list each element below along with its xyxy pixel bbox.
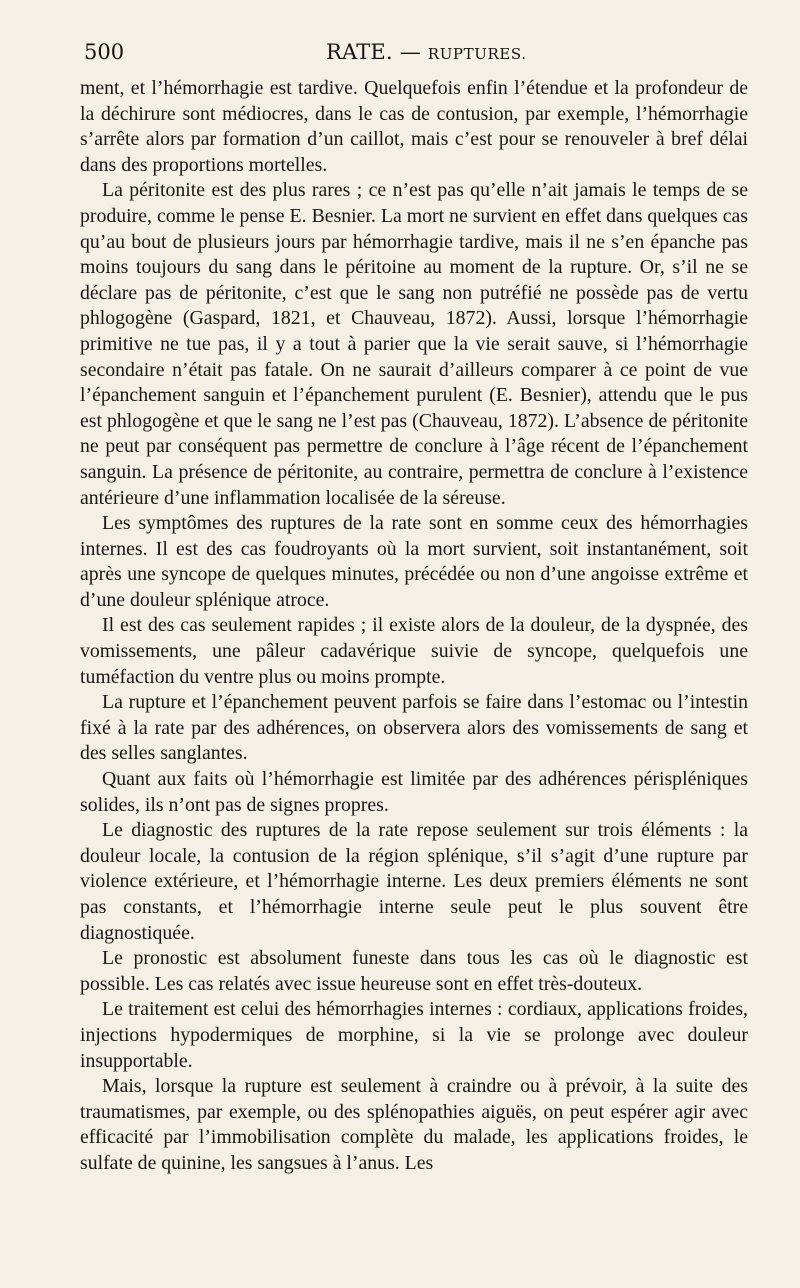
running-title-separator: — <box>392 40 428 64</box>
running-title-main: RATE. <box>326 40 393 64</box>
paragraph-continuation: ment, et l’hémorrhagie est tardive. Quelquefois enfin l’étendue et la profondeur de la déchirure sont médiocres, dans le cas de contusion, par exemple, l’hémorrhagie s’arrête alors par formation d’un caillot, mais c’est pour se renouveler à bref délai dans des proportions mortelles. <box>80 77 748 176</box>
page-number: 500 <box>84 40 125 64</box>
paragraph-diagnostic: Le diagnostic des ruptures de la rate repose seulement sur trois éléments : la douleur locale, la contusion de la région splénique, s’il s’agit d’une rupture par violence extérieure, et l’hémorrhagie interne. Les deux premiers éléments ne sont pas constants, et l’hémorrhagie interne seule peut le plus souvent être diagnostiquée. <box>80 819 748 944</box>
paragraph-cas-rapides: Il est des cas seulement rapides ; il existe alors de la douleur, de la dyspnée, des vomissements, une pâleur cadavérique suivie de syncope, quelquefois une tuméfaction du ventre plus ou moins prompte. <box>80 614 748 688</box>
paragraph-prevention: Mais, lorsque la rupture est seulement à craindre ou à prévoir, à la suite des traumatismes, par exemple, ou des splénopathies aiguës, on peut espérer agir avec efficacité par l’immobilisation complète du malade, les applications froides, le sulfate de quinine, les sangsues à l’anus. Les <box>80 1075 748 1174</box>
paragraph-adherences: Quant aux faits où l’hémorrhagie est limitée par des adhérences périspléniques solides, ils n’ont pas de signes propres. <box>80 768 748 816</box>
running-title <box>326 40 527 64</box>
paragraph-symptomes: Les symptômes des ruptures de la rate sont en somme ceux des hémorrhagies internes. Il est des cas foudroyants où la mort survient, soit instantanément, soit après une syncope de quelques minutes, précédée ou non d’une angoisse extrême et d’une douleur splénique atroce. <box>80 512 748 611</box>
paragraph-traitement: Le traitement est celui des hémorrhagies internes : cordiaux, applications froides, injections hypodermiques de morphine, si la vie se prolonge avec douleur insupportable. <box>80 998 748 1072</box>
running-title-sub: RUPTURES. <box>427 45 527 63</box>
running-header <box>80 40 750 70</box>
paragraph-peritonite: La péritonite est des plus rares ; ce n’est pas qu’elle n’ait jamais le temps de se produire, comme le pense E. Besnier. La mort ne survient en effet dans quelques cas qu’au bout de plusieurs jours par hémorrhagie tardive, mais il ne s’en épanche pas moins toujours du sang dans le péritoine au moment de la rupture. Or, s’il ne se déclare pas de péritonite, c’est que le sang non putréfié ne possède pas de vertu phlogogène (Gaspard, 1821, et Chauveau, 1872). Aussi, lorsque l’hémorrhagie primitive ne tue pas, il y a tout à parier que la vie serait sauve, si l’hémorrhagie secondaire n’était pas fatale. On ne saurait d’ailleurs comparer à ce point de vue l’épanchement sanguin et l’épanchement purulent (E. Besnier), attendu que le pus est phlogogène et que le sang ne l’est pas (Chauveau, 1872). L’absence de péritonite ne peut par conséquent pas permettre de conclure à l’âge récent de l’épanchement sanguin. La présence de péritonite, au contraire, permettra de conclure à l’existence antérieure d’une inflammation localisée de la séreuse. <box>80 179 748 509</box>
paragraph-pronostic: Le pronostic est absolument funeste dans tous les cas où le diagnostic est possible. Les cas relatés avec issue heureuse sont en effet très-douteux. <box>80 947 748 995</box>
paragraph-epanchement: La rupture et l’épanchement peuvent parfois se faire dans l’estomac ou l’intestin fixé à la rate par des adhérences, on observera alors des vomissements de sang et des selles sanglantes. <box>80 691 748 765</box>
body-text <box>80 76 748 1177</box>
